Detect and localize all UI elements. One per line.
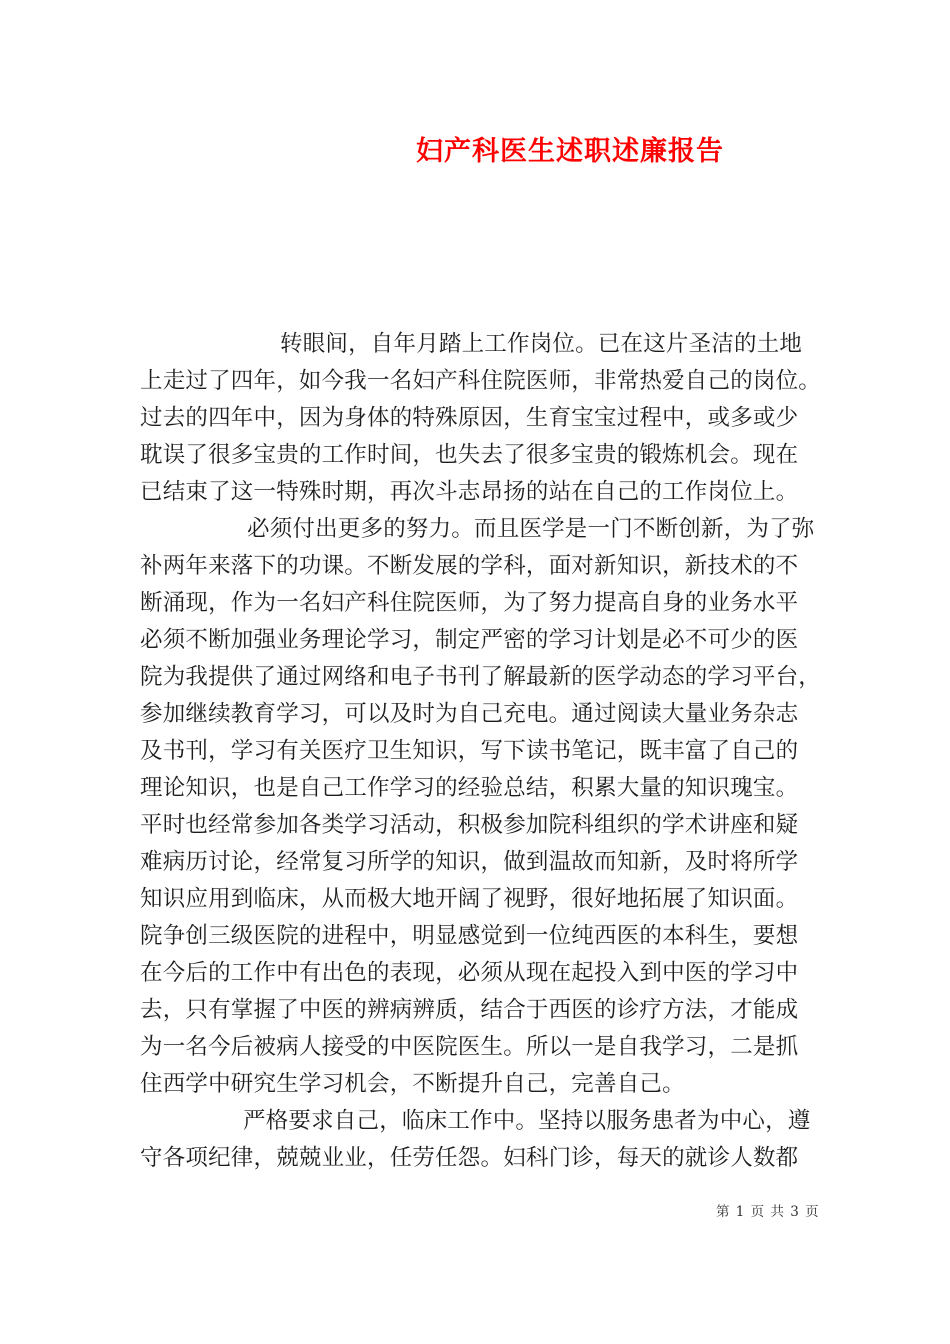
body-line: 为一名今后被病人接受的中医院医生。所以一是自我学习，二是抓 (140, 1034, 799, 1060)
body-line: 守各项纪律，兢兢业业，任劳任怨。妇科门诊，每天的就诊人数都 (140, 1145, 799, 1171)
body-line: 上走过了四年，如今我一名妇产科住院医师，非常热爱自己的岗位。 (140, 368, 822, 394)
paragraph (140, 326, 860, 511)
body-line: 平时也经常参加各类学习活动，积极参加院科组织的学术讲座和疑 (140, 812, 799, 838)
body-line: 住西学中研究生学习机会，不断提升自己，完善自己。 (140, 1071, 685, 1097)
page-number-footer: 第 1 页 共 3 页 (716, 1204, 820, 1220)
body-line: 理论知识，也是自己工作学习的经验总结，积累大量的知识瑰宝。 (140, 775, 799, 801)
paragraph (140, 1103, 860, 1177)
body-line: 过去的四年中，因为身体的特殊原因，生育宝宝过程中，或多或少 (140, 405, 799, 431)
body-line: 必须不断加强业务理论学习，制定严密的学习计划是必不可少的医 (140, 627, 799, 653)
body-line: 知识应用到临床，从而极大地开阔了视野，很好地拓展了知识面。 (140, 886, 799, 912)
body-line: 及书刊，学习有关医疗卫生知识，写下读书笔记，既丰富了自己的 (140, 738, 799, 764)
body-line: 断涌现，作为一名妇产科住院医师，为了努力提高自身的业务水平 (140, 590, 799, 616)
body-line: 参加继续教育学习，可以及时为自己充电。通过阅读大量业务杂志 (140, 701, 799, 727)
document-title: 妇产科医生述职述廉报告 (416, 136, 724, 167)
body-line: 院为我提供了通过网络和电子书刊了解最新的医学动态的学习平台， (140, 664, 822, 690)
body-line: 难病历讨论，经常复习所学的知识，做到温故而知新，及时将所学 (140, 849, 799, 875)
document-body (140, 326, 860, 1177)
body-line: 转眼间，自年月踏上工作岗位。已在这片圣洁的土地 (280, 331, 803, 357)
body-line: 严格要求自己，临床工作中。坚持以服务患者为中心，遵 (243, 1108, 811, 1134)
body-line: 必须付出更多的努力。而且医学是一门不断创新，为了弥 (247, 516, 815, 542)
body-line: 补两年来落下的功课。不断发展的学科，面对新知识，新技术的不 (140, 553, 799, 579)
body-line: 去，只有掌握了中医的辨病辨质，结合于西医的诊疗方法，才能成 (140, 997, 799, 1023)
body-line: 院争创三级医院的进程中，明显感觉到一位纯西医的本科生，要想 (140, 923, 799, 949)
paragraph (140, 511, 860, 1103)
body-line: 已结束了这一特殊时期，再次斗志昂扬的站在自己的工作岗位上。 (140, 479, 799, 505)
body-line: 在今后的工作中有出色的表现，必须从现在起投入到中医的学习中 (140, 960, 799, 986)
body-line: 耽误了很多宝贵的工作时间，也失去了很多宝贵的锻炼机会。现在 (140, 442, 799, 468)
